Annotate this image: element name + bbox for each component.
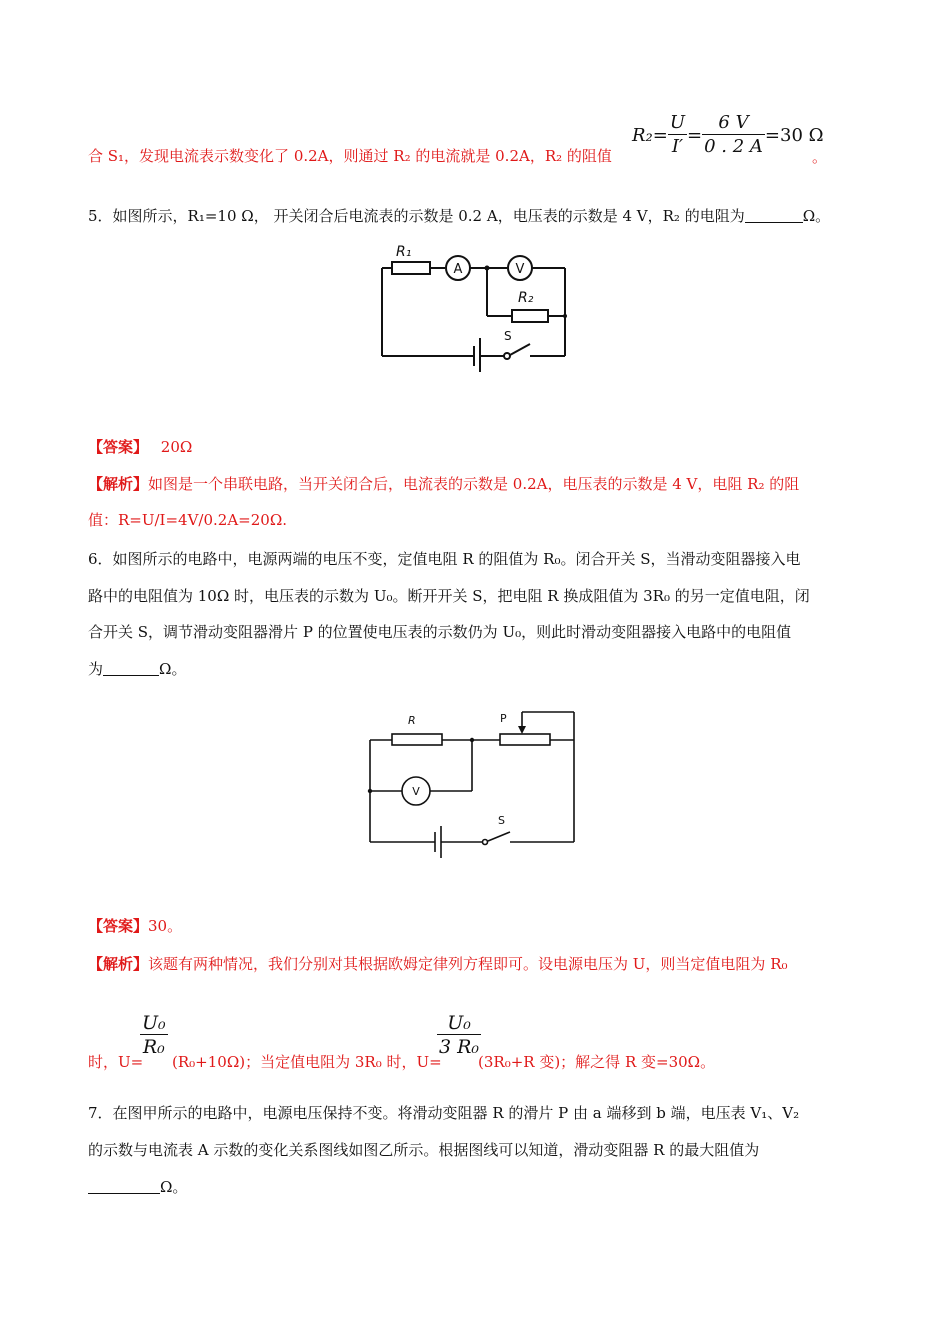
q4-eq-den2: 0 . 2 A <box>704 136 763 157</box>
q5-fig-v: V <box>515 262 525 277</box>
q6-frac1-den: R₀ <box>142 1036 165 1058</box>
q4-eq-den1: I′ <box>671 136 684 157</box>
q7-line1: 7．在图甲所示的电路中，电源电压保持不变。将滑动变阻器 R 的滑片 P 由 a 端移到 b 端，电压表 V₁、V₂ <box>88 1104 800 1122</box>
q5-answer <box>88 437 192 457</box>
q5-analysis-line1 <box>88 474 799 494</box>
q5-fig-s: S <box>504 329 512 343</box>
q4-eq-frac2 <box>702 112 765 159</box>
q7-blank <box>88 1179 160 1194</box>
q6-fig-r: R <box>408 714 416 727</box>
q5-stem-b: Ω。 <box>802 207 831 225</box>
q6-analysis-line1 <box>88 954 788 974</box>
q5-fig-r1: R₁ <box>396 244 412 260</box>
q7-line3-b: Ω。 <box>160 1178 188 1196</box>
q6-f-b: (R₀+10Ω)；当定值电阻为 3R₀ 时，U= <box>172 1053 442 1071</box>
q5-answer-tag: 【答案】 <box>88 438 149 456</box>
q4-tail-line <box>88 146 612 166</box>
q6-frac2 <box>437 1012 481 1059</box>
q5-analysis-text1: 如图是一个串联电路，当开关闭合后，电流表的示数是 0.2A，电压表的示数是 4 V，电阻 R₂ 的阻 <box>148 475 800 493</box>
q6-answer-tag: 【答案】 <box>88 917 149 935</box>
q5-analysis-line2: 值：R=U/I=4V/0.2A=20Ω. <box>88 511 288 529</box>
q4-eq-lhs: R₂= <box>632 125 668 146</box>
q5-stem-a: 5．如图所示，R₁=10 Ω， 开关闭合后电流表的示数是 0.2 A，电压表的示数是 4 V，R₂ 的电阻为 <box>88 207 745 225</box>
q5-answer-value: 20Ω <box>160 438 193 456</box>
q6-formula-line <box>88 1052 143 1072</box>
q6-circuit-figure <box>362 706 584 858</box>
q5-stem <box>88 206 830 226</box>
q4-eq-num1: U <box>669 112 686 133</box>
q6-stem-line1: 6．如图所示的电路中，电源两端的电压不变，定值电阻 R 的阻值为 R₀。闭合开关 S，当滑动变阻器接入电 <box>88 550 801 568</box>
q5-fig-r2: R₂ <box>518 290 534 306</box>
q6-stem-line3: 合开关 S，调节滑动变阻器滑片 P 的位置使电压表的示数仍为 U₀，则此时滑动变阻器接入电路中的电阻值 <box>88 623 792 641</box>
q4-eq-rhs: =30 Ω <box>764 125 824 146</box>
q5-circuit-figure <box>370 238 580 374</box>
q6-stem-line2: 路中的电阻值为 10Ω 时，电压表的示数为 U₀。断开开关 S，把电阻 R 换成阻值为 3R₀ 的另一定值电阻，闭 <box>88 587 810 605</box>
q5-fig-a: A <box>453 262 463 277</box>
q4-eq-frac1 <box>668 112 687 159</box>
q5-blank <box>745 208 803 223</box>
q6-fig-s: S <box>498 814 505 827</box>
q7-line3 <box>88 1177 187 1197</box>
q6-fig-p: P <box>500 712 507 725</box>
q4-eq-num2: 6 V <box>702 112 765 135</box>
q6-f-a: 时，U= <box>88 1053 144 1071</box>
q6-answer <box>88 916 182 936</box>
q6-stem-l4a: 为 <box>88 660 104 678</box>
q5-analysis-tag: 【解析】 <box>88 475 149 493</box>
q6-frac1 <box>140 1012 168 1059</box>
q6-stem-l4b: Ω。 <box>159 660 187 678</box>
q6-frac2-den: 3 R₀ <box>439 1036 480 1058</box>
q4-tail-text: 合 S₁，发现电流表示数变化了 0.2A，则通过 R₂ 的电流就是 0.2A，R₂ 的阻值 <box>88 147 612 165</box>
q6-f-c: (3R₀+R 变)；解之得 R 变=30Ω。 <box>478 1053 716 1071</box>
q4-end-mark: 。 <box>812 148 828 166</box>
q6-frac2-num: U₀ <box>437 1012 481 1035</box>
q7-line2: 的示数与电流表 A 示数的变化关系图线如图乙所示。根据图线可以知道，滑动变阻器 R 的最大阻值为 <box>88 1141 760 1159</box>
q4-eq-mid: = <box>687 125 703 146</box>
q6-blank <box>103 661 159 676</box>
q6-analysis-tag: 【解析】 <box>88 955 149 973</box>
q6-fig-v: V <box>412 785 420 798</box>
q6-answer-value: 30。 <box>148 917 183 935</box>
q6-analysis-text1: 该题有两种情况，我们分别对其根据欧姆定律列方程即可。设电源电压为 U，则当定值电阻为 R₀ <box>148 955 788 973</box>
q4-equation <box>632 112 824 159</box>
q6-frac1-num: U₀ <box>142 1012 166 1034</box>
q6-stem-line4 <box>88 659 186 679</box>
